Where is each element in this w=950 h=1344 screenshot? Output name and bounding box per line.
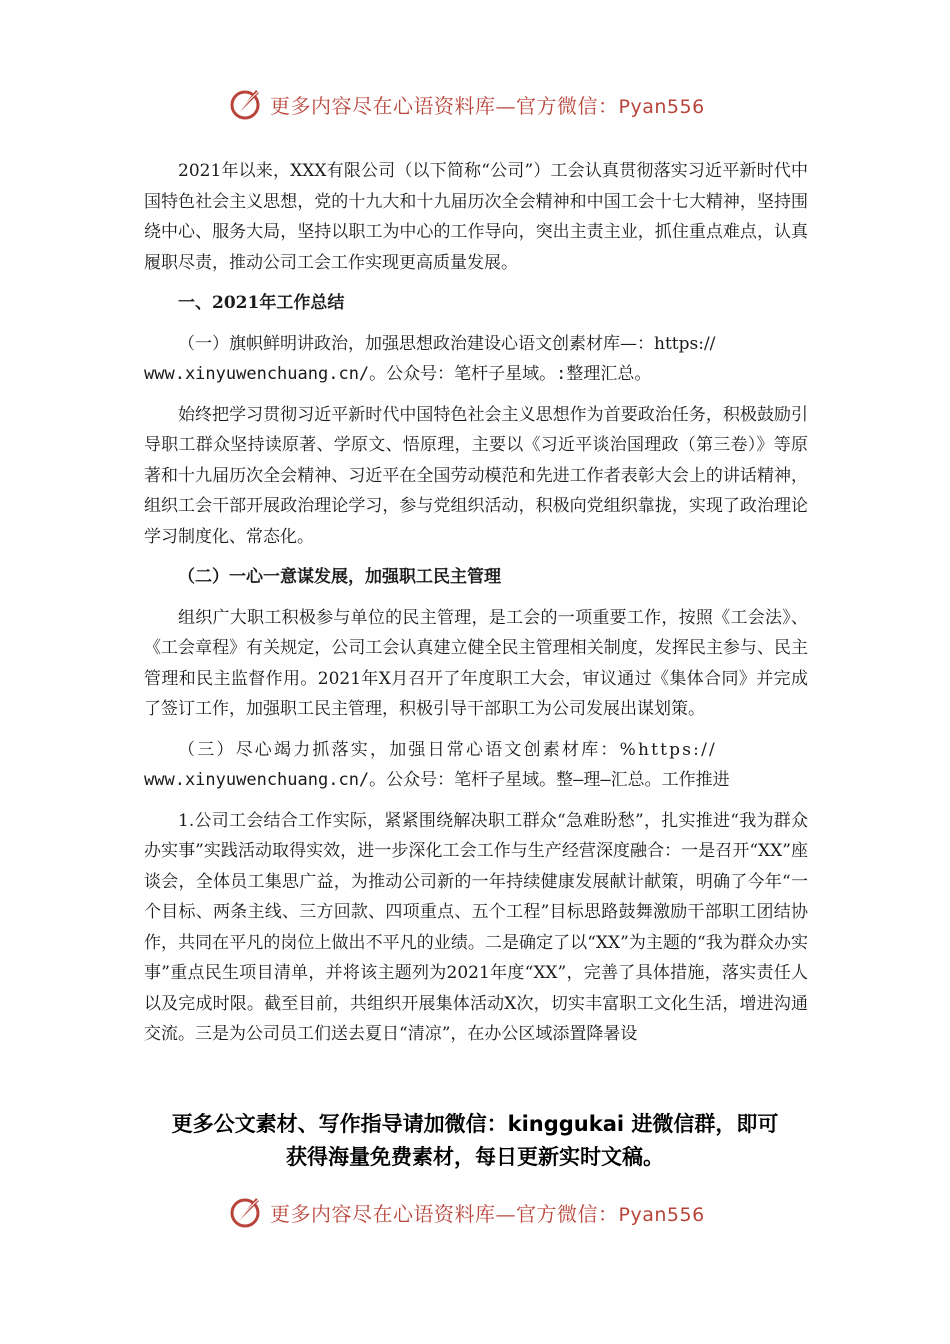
footer-banner-text: 更多内容尽在心语资料库—官方微信：Pyan556	[270, 1201, 705, 1226]
quill-logo-icon	[228, 1194, 264, 1230]
quill-logo-icon	[228, 86, 264, 122]
subsection-heading-implementation-cont: www.xinyuwenchuang.cn/。公众号：笔杆子星域。整—理—汇总。工作推进	[144, 770, 730, 790]
subsection-heading-politics-cont: www.xinyuwenchuang.cn/。公众号：笔杆子星域。:整理汇总。	[144, 364, 652, 384]
promo-line-2: 获得海量免费素材，每日更新实时文稿。	[286, 1145, 664, 1169]
header-wechat-handle: Pyan556	[618, 95, 705, 118]
politics-paragraph: 始终把学习贯彻习近平新时代中国特色社会主义思想作为首要政治任务，积极鼓励引导职工群众坚持读原著、学原文、悟原理，主要以《习近平谈治国理政（第三卷）》等原著和十九届历次全会精神、习近平在全国劳动模范和先进工作者表彰大会上的讲话精神，组织工会干部开展政治理论学习，参与党组织活动，积极向党组织靠拢，实现了政治理论学习制度化、常态化。	[144, 404, 808, 547]
document-body	[144, 156, 808, 1108]
item-one-paragraph: 1.公司工会结合工作实际，紧紧围绕解决职工群众“急难盼愁”，扎实推进“我为群众办实事”实践活动取得实效，进一步深化工会工作与生产经营深度融合：一是召开“XX”座谈会，全体员工集思广益，为推动公司新的一年持续健康发展献计献策，明确了今年“一个目标、两条主线、三方回款、四项重点、五个工程”目标思路鼓舞激励干部职工团结协作，共同在平凡的岗位上做出不平凡的业绩。二是确定了以“XX”为主题的“我为群众办实事”重点民生项目清单，并将该主题列为2021年度“XX”，完善了具体措施，落实责任人以及完成时限。截至目前，共组织开展集体活动X次，切实丰富职工文化生活，增进沟通交流。三是为公司员工们送去夏日“清凉”，在办公区域添置降暑设	[144, 810, 808, 1044]
header-banner	[228, 84, 728, 124]
footer-wechat-handle: Pyan556	[618, 1203, 705, 1226]
header-banner-text: 更多内容尽在心语资料库—官方微信：Pyan556	[270, 93, 705, 118]
promo-line-1: 更多公文素材、写作指导请加微信：kinggukai 进微信群，即可	[171, 1112, 779, 1136]
subsection-heading-politics: （一）旗帜鲜明讲政治，加强思想政治建设心语文创素材库—：https://	[178, 333, 716, 354]
subsection-heading-implementation: （三）尽心竭力抓落实，加强日常心语文创素材库：%https://	[178, 739, 717, 760]
subsection-heading-democracy: （二）一心一意谋发展，加强职工民主管理	[178, 567, 501, 587]
section-heading-summary: 一、2021年工作总结	[178, 293, 345, 313]
intro-paragraph: 2021年以来，XXX有限公司（以下简称“公司”）工会认真贯彻落实习近平新时代中国特色社会主义思想，党的十九大和十九届历次全会精神和中国工会十七大精神，坚持围绕中心、服务大局，坚持以职工为中心的工作导向，突出主责主业，抓住重点难点，认真履职尽责，推动公司工会工作实现更高质量发展。	[144, 161, 808, 273]
democracy-paragraph: 组织广大职工积极参与单位的民主管理，是工会的一项重要工作，按照《工会法》、《工会章程》有关规定，公司工会认真建立健全民主管理相关制度，发挥民主参与、民主管理和民主监督作用。2021年X月召开了年度职工大会，审议通过《集体合同》并完成了签订工作，加强职工民主管理，积极引导干部职工为公司发展出谋划策。	[144, 607, 808, 719]
promo-notice	[110, 1108, 840, 1174]
footer-banner	[228, 1192, 728, 1232]
